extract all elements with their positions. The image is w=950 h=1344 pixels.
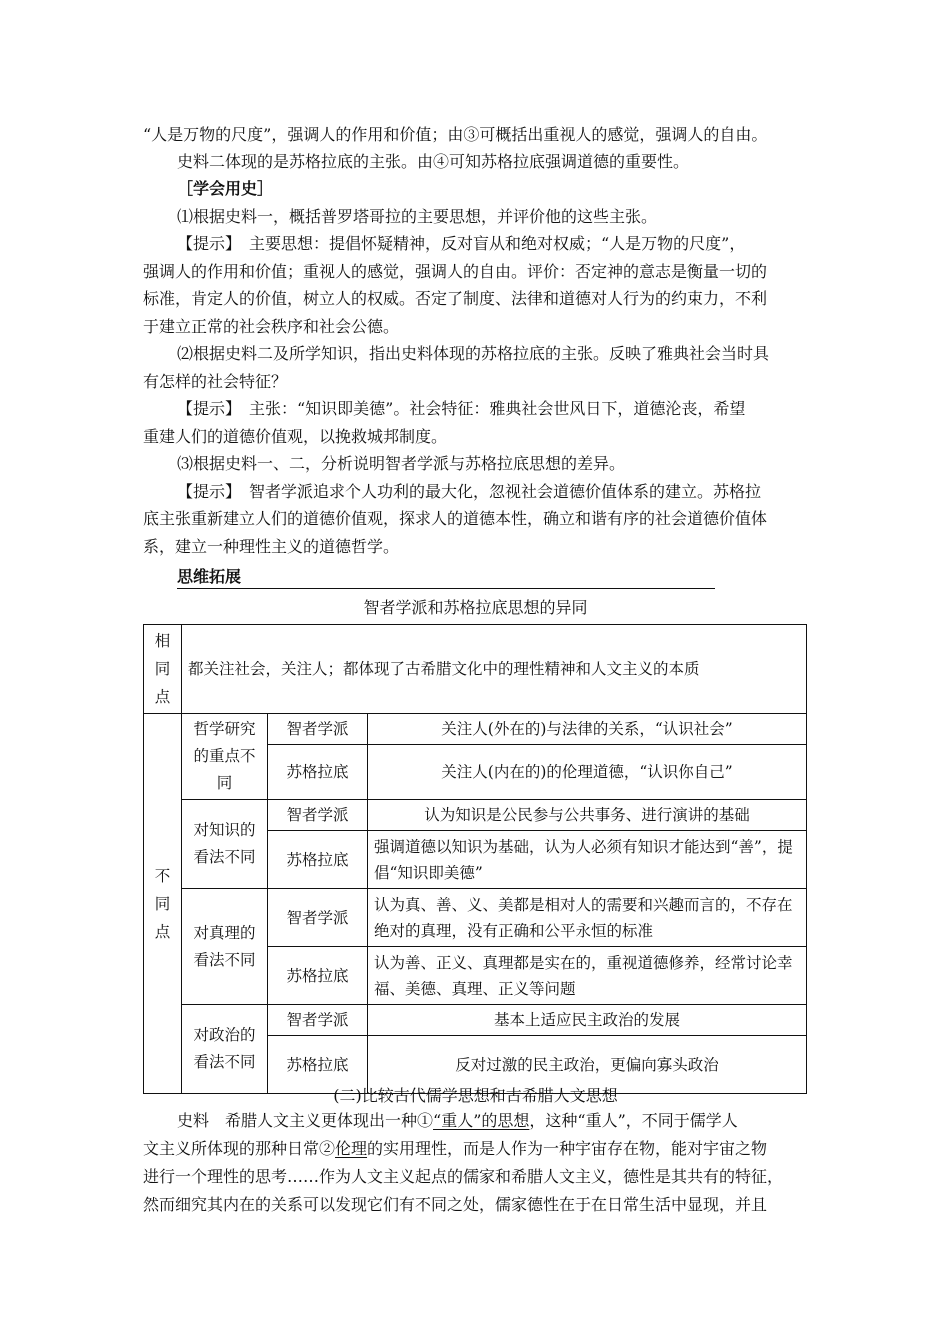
question-2-line: ⑵根据史料二及所学知识，指出史料体现的苏格拉底的主张。反映了雅典社会当时具 [177,344,770,363]
same-row [144,625,807,714]
category-cell: 对知识的看法不同 [182,800,268,889]
paragraph-line: “人是万物的尺度”，强调人的作用和价值；由③可概括出重视人的感觉，强调人的自由。 [143,125,768,144]
learn-history-heading: ［学会用史］ [177,179,274,198]
section-title-thinking-expansion: 思维拓展 [177,566,715,589]
answer-1-line: 【提示】 主要思想：提倡怀疑精神，反对盲从和绝对权威；“人是万物的尺度”， [177,234,746,253]
source-line: 进行一个理性的思考……作为人文主义起点的儒家和希腊人文主义，德性是其共有的特征， [143,1167,784,1186]
school-cell: 苏格拉底 [268,745,368,800]
same-point-label: 相 同 点 [144,625,182,714]
table-row [144,1005,807,1036]
question-3: ⑶根据史料一、二，分析说明智者学派与苏格拉底思想的差异。 [177,454,626,473]
school-cell: 智者学派 [268,1005,368,1036]
underlined-phrase: “重人”的思想 [433,1111,530,1130]
school-cell: 智者学派 [268,714,368,745]
paragraph-line: 史料二体现的是苏格拉底的主张。由④可知苏格拉底强调道德的重要性。 [177,152,690,171]
source-line: 然而细究其内在的关系可以发现它们有不同之处，儒家德性在于在日常生活中显现，并且 [143,1195,768,1214]
category-cell: 哲学研究的重点不同 [182,714,268,800]
source-text: 文主义所体现的那种日常② [143,1139,336,1158]
answer-3-line: 系，建立一种理性主义的道德哲学。 [143,537,400,556]
school-cell: 苏格拉底 [268,831,368,889]
table-row [144,889,807,947]
answer-2-line: 重建人们的道德价值观，以挽救城邦制度。 [143,427,448,446]
table-row [144,800,807,831]
table-title: 智者学派和苏格拉底思想的异同 [363,598,588,617]
source-line [143,1138,808,1160]
content-cell: 基本上适应民主政治的发展 [368,1005,807,1036]
content-cell: 关注人(外在的)与法律的关系，“认识社会” [368,714,807,745]
section-subtitle: (二)比较古代儒学思想和古希腊人文思想 [333,1086,618,1105]
question-1: ⑴根据史料一，概括普罗塔哥拉的主要思想，并评价他的这些主张。 [177,207,658,226]
answer-2-line: 【提示】 主张：“知识即美德”。社会特征：雅典社会世风日下，道德沦丧，希望 [177,399,746,418]
answer-1-line: 强调人的作用和价值；重视人的感觉，强调人的自由。评价：否定神的意志是衡量一切的 [143,262,768,281]
question-2-line: 有怎样的社会特征？ [143,372,288,391]
underlined-phrase: 伦理 [335,1139,368,1158]
category-cell: 对真理的看法不同 [182,889,268,1005]
content-cell: 强调道德以知识为基础，认为人必须有知识才能达到“善”，提倡“知识即美德” [368,831,807,889]
category-cell: 对政治的看法不同 [182,1005,268,1094]
diff-point-label: 不 同 点 [144,714,182,1094]
school-cell: 智者学派 [268,800,368,831]
content-cell: 认为真、善、义、美都是相对人的需要和兴趣而言的，不存在绝对的真理，没有正确和公平永恒的标准 [368,889,807,947]
answer-1-line: 标准，肯定人的价值，树立人的权威。否定了制度、法律和道德对人行为的约束力，不利 [143,289,768,308]
same-point-text: 都关注社会，关注人；都体现了古希腊文化中的理性精神和人文主义的本质 [182,625,807,714]
table-row [144,714,807,745]
answer-1-line: 于建立正常的社会秩序和社会公德。 [143,317,400,336]
source-text: ，这种“重人”，不同于儒学人 [529,1111,738,1130]
answer-3-line: 底主张重新建立人们的道德价值观，探求人的道德本性，确立和谐有序的社会道德价值体 [143,509,768,528]
answer-3-line: 【提示】 智者学派追求个人功利的最大化，忽视社会道德价值体系的建立。苏格拉 [177,482,762,501]
content-cell: 关注人(内在的)的伦理道德，“认识你自己” [368,745,807,800]
content-cell: 认为善、正义、真理都是实在的，重视道德修养，经常讨论幸福、美德、真理、正义等问题 [368,947,807,1005]
content-cell: 认为知识是公民参与公共事务、进行演讲的基础 [368,800,807,831]
source-line [177,1110,842,1132]
content-cell: 反对过激的民主政治，更偏向寡头政治 [368,1036,807,1094]
source-text: 史料 希腊人文主义更体现出一种① [177,1111,434,1130]
comparison-table [143,624,807,1094]
school-cell: 苏格拉底 [268,1036,368,1094]
source-text: 的实用理性，而是人作为一种宇宙存在物，能对宇宙之物 [367,1139,768,1158]
school-cell: 苏格拉底 [268,947,368,1005]
school-cell: 智者学派 [268,889,368,947]
